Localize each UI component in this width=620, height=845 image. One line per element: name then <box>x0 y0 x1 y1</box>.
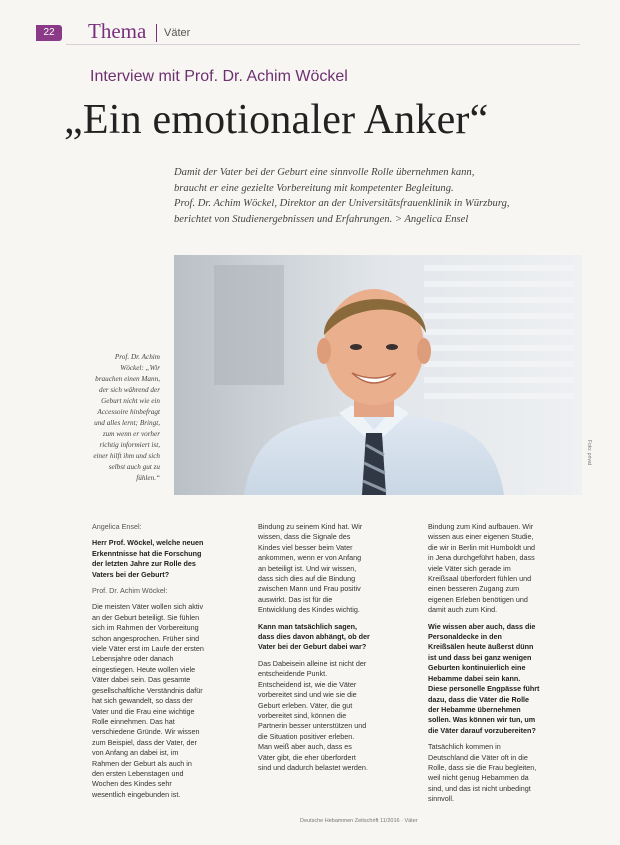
interviewer-label: Angelica Ensel: <box>92 522 142 531</box>
answer-paragraph: Tatsächlich kommen in Deutschland die Väter oft in die Rolle, dass sie die Frau begleiten, weil nicht genug Hebammen da sind, und das ist nicht unbedingt sinnvoll. <box>428 742 537 804</box>
intro-line: berichtet von Studienergebnissen und Erfahrungen. > Angelica Ensel <box>174 213 469 225</box>
answer-paragraph: Das Dabeisein alleine ist nicht der entscheidende Punkt. Entscheidend ist, wie die Väter vorbereitet sind und wie sie die Geburt erleben. Väter, die gut vorbereitet sind, können die Partnerin besser unterstützen und die Situation positiver erleben. Man weiß aber auch, dass es Väter gibt, die eher überfordert sind und dadurch belastet werden. <box>258 658 368 772</box>
portrait-illustration <box>174 255 582 495</box>
photo-caption: Prof. Dr. Achim Wöckel: „Wir brauchen einen Mann, der sich während der Geburt nicht wie ein Accessoire hinbefragt und alles lernt; Bringt, zum wenn er vorher richtig informiert ist, einer hilft ihm und sich selbst auch gut zu fühlen.“ <box>93 353 160 482</box>
subsection-title: Väter <box>164 27 191 39</box>
text-column-2 <box>258 522 370 779</box>
text-column-1 <box>92 522 204 806</box>
article-intro <box>174 165 554 227</box>
answer-paragraph: Bindung zu seinem Kind hat. Wir wissen, dass die Signale des Kindes viel besser beim Vater ankommen, wenn er von Anfang an beteiligt ist. Und wir wissen, dass sich dies auf die Bindung zwischen Mann und Frau positiv auswirkt. Das ist für die Entwicklung des Kindes wichtig. <box>258 522 363 615</box>
interviewee-label: Prof. Dr. Achim Wöckel: <box>92 586 168 596</box>
section-divider <box>156 24 157 42</box>
intro-line: Prof. Dr. Achim Wöckel, Direktor an der Universitätsfrauenklinik in Würzburg, <box>174 198 510 209</box>
portrait-photo <box>174 255 582 495</box>
question-paragraph: Herr Prof. Wöckel, welche neuen Erkenntnisse hat die Forschung der letzten Jahre zur Rolle des Vaters bei der Geburt? <box>92 538 204 579</box>
answer-paragraph: Die meisten Väter wollen sich aktiv an der Geburt beteiligt. Sie fühlen sich im Rahmen der Vorbereitung schon angesprochen. Früher sind viele Väter erst im Laufe der ersten Lebensjahre oder danach eingestiegen. Heute wollen viele Väter dabei sein. Das gesamte gesellschaftliche Verständnis dafür hat sich gewandelt, so dass der Vater und die Frau eine wichtige Rolle einnehmen. Das hat verschiedene Gründe. Wir wissen zum Beispiel, dass der Vater, der von Anfang an dabei ist, im Rahmen der Geburt als auch in den ersten Lebenstagen und Wochen des Kindes sehr wesentlich eingebunden ist. <box>92 602 204 799</box>
question-paragraph: Wie wissen aber auch, dass die Personaldecke in den Kreißsälen heute äußerst dünn ist und dass bei ganz wenigen Geburten kontinuierlich eine Hebamme dabei sein kann. Diese personelle Engpässe führt dazu, dass die Väter die Rolle der Hebamme übernehmen sollen. Was können wir tun, um die Väter darauf vorzubereiten? <box>428 621 540 735</box>
intro-line: Damit der Vater bei der Geburt eine sinnvolle Rolle übernehmen kann, <box>174 167 475 178</box>
article-headline: „Ein emotionaler Anker“ <box>64 97 489 143</box>
question-paragraph: Kann man tatsächlich sagen, dass dies davon abhängt, ob der Vater bei der Geburt dabei war? <box>258 621 370 652</box>
answer-paragraph: Bindung zum Kind aufbauen. Wir wissen aus einer eigenen Studie, die wir in Berlin mit Humboldt und in Jena durchgeführt haben, dass viele Väter sich gerade im Kreißsaal überfordert fühlen und einen besseren Zugang zum eigenen Erleben benötigen und damit auch zum Kind. <box>428 522 536 615</box>
header-rule <box>66 44 580 45</box>
intro-line: braucht er eine gezielte Vorbereitung mit kompetenter Begleitung. <box>174 182 454 194</box>
photo-credit: Foto: privat <box>586 440 592 466</box>
page-number: 22 <box>36 25 62 41</box>
text-column-3 <box>428 522 540 811</box>
page-footer: Deutsche Hebammen Zeitschrift 11/2016 · Väter <box>300 818 418 824</box>
section-title: Thema <box>88 19 147 43</box>
article-kicker: Interview mit Prof. Dr. Achim Wöckel <box>90 68 348 85</box>
